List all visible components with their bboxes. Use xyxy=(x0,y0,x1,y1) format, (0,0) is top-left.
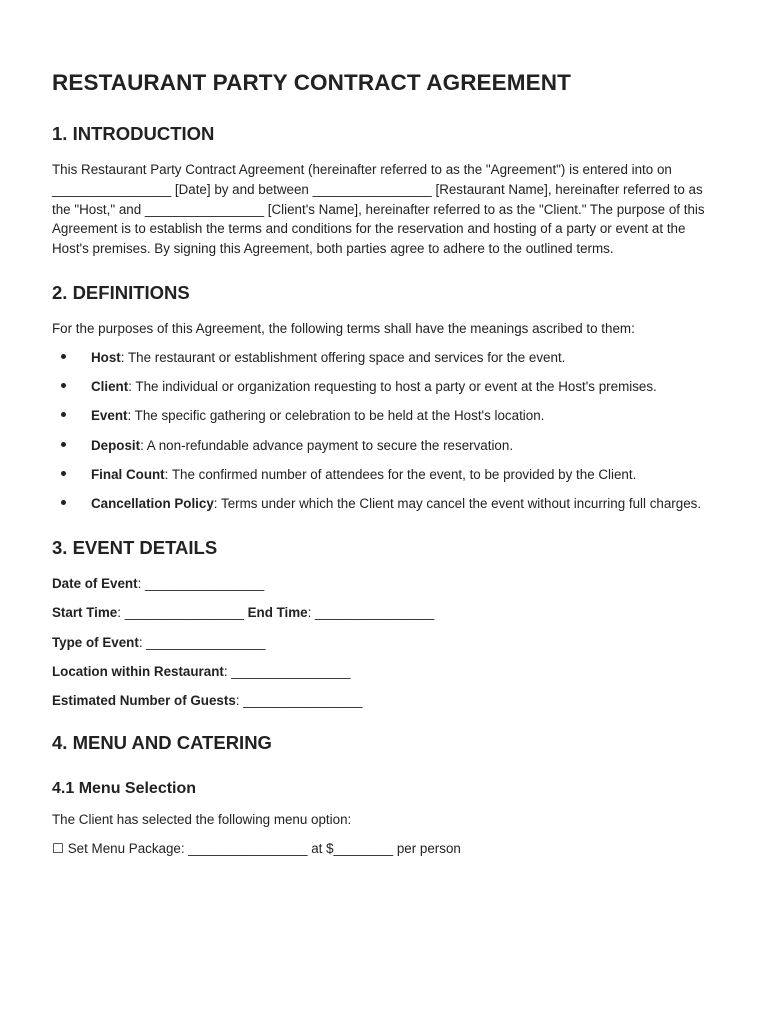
definition-item xyxy=(52,436,718,456)
menu-heading: 4. MENU AND CATERING xyxy=(52,732,272,754)
definition-desc: : Terms under which the Client may cancel the event without incurring full charges. xyxy=(213,496,702,512)
date-of-event-field[interactable] xyxy=(52,574,718,594)
event-details-heading: 3. EVENT DETAILS xyxy=(52,537,218,559)
menu-lead: The Client has selected the following menu option: xyxy=(52,812,352,828)
field-blank: : ________________ xyxy=(137,576,265,592)
field-blank: : ________________ xyxy=(235,693,363,709)
definition-item xyxy=(52,406,718,426)
definition-term: Client xyxy=(91,379,129,395)
definition-desc: : The individual or organization requesting to host a party or event at the Host's premises. xyxy=(128,379,657,395)
field-label: Estimated Number of Guests xyxy=(52,693,236,709)
field-label: Date of Event xyxy=(52,576,138,592)
definition-item xyxy=(52,348,718,368)
definition-item xyxy=(52,377,718,397)
field-blank: : ________________ xyxy=(223,663,351,679)
introduction-text: This Restaurant Party Contract Agreement (hereinafter referred to as the "Agreement") is entered into on ________________ [Date] by and between ________________ [Restaurant Name], hereinafter referred to as the "Host," and ________________ [Client's Name], hereinafter referred to as the "Client." The purpose of this Agreement is to establish the terms and conditions for the reservation and hosting of a party or event at the Host's premises. By signing this Agreement, both parties agree to adhere to the outlined terms. xyxy=(52,162,705,257)
definitions-heading: 2. DEFINITIONS xyxy=(52,281,190,303)
bullet-icon xyxy=(61,354,66,359)
definition-item xyxy=(52,465,718,485)
menu-selection-subheading: 4.1 Menu Selection xyxy=(52,780,197,798)
field-label: Type of Event xyxy=(52,634,139,650)
definition-term: Cancellation Policy xyxy=(91,496,214,512)
menu-section xyxy=(52,732,718,859)
bullet-icon xyxy=(61,471,66,476)
time-fields[interactable] xyxy=(52,603,718,623)
introduction-section xyxy=(52,123,718,259)
bullet-icon xyxy=(61,442,66,447)
definition-desc: : The specific gathering or celebration to be held at the Host's location. xyxy=(127,408,545,424)
definitions-list xyxy=(52,348,718,514)
definition-term: Deposit xyxy=(91,437,141,453)
document-title: RESTAURANT PARTY CONTRACT AGREEMENT xyxy=(52,70,571,95)
event-fields xyxy=(52,574,718,711)
bullet-icon xyxy=(61,383,66,388)
field-blank: : ________________ xyxy=(117,605,248,621)
definition-desc: : The restaurant or establishment offering space and services for the event. xyxy=(120,349,566,365)
location-field[interactable] xyxy=(52,662,718,682)
field-label: Location within Restaurant xyxy=(52,663,224,679)
type-of-event-field[interactable] xyxy=(52,633,718,653)
event-details-section xyxy=(52,537,718,711)
definition-desc: : A non-refundable advance payment to secure the reservation. xyxy=(140,437,514,453)
bullet-icon xyxy=(61,412,66,417)
field-label: End Time xyxy=(247,605,308,621)
field-blank: : ________________ xyxy=(307,605,435,621)
definition-item xyxy=(52,494,718,514)
definitions-section xyxy=(52,282,718,514)
guests-field[interactable] xyxy=(52,691,718,711)
definition-term: Event xyxy=(91,408,128,424)
definition-term: Final Count xyxy=(91,466,165,482)
definition-desc: : The confirmed number of attendees for the event, to be provided by the Client. xyxy=(164,466,637,482)
set-menu-option[interactable]: ☐ Set Menu Package: ________________ at $________ per person xyxy=(52,840,461,856)
field-blank: : ________________ xyxy=(138,634,266,650)
bullet-icon xyxy=(61,500,66,505)
definition-term: Host xyxy=(91,349,121,365)
definitions-lead: For the purposes of this Agreement, the following terms shall have the meanings ascribed to them: xyxy=(52,320,635,336)
field-label: Start Time xyxy=(52,605,118,621)
introduction-heading: 1. INTRODUCTION xyxy=(52,123,215,144)
